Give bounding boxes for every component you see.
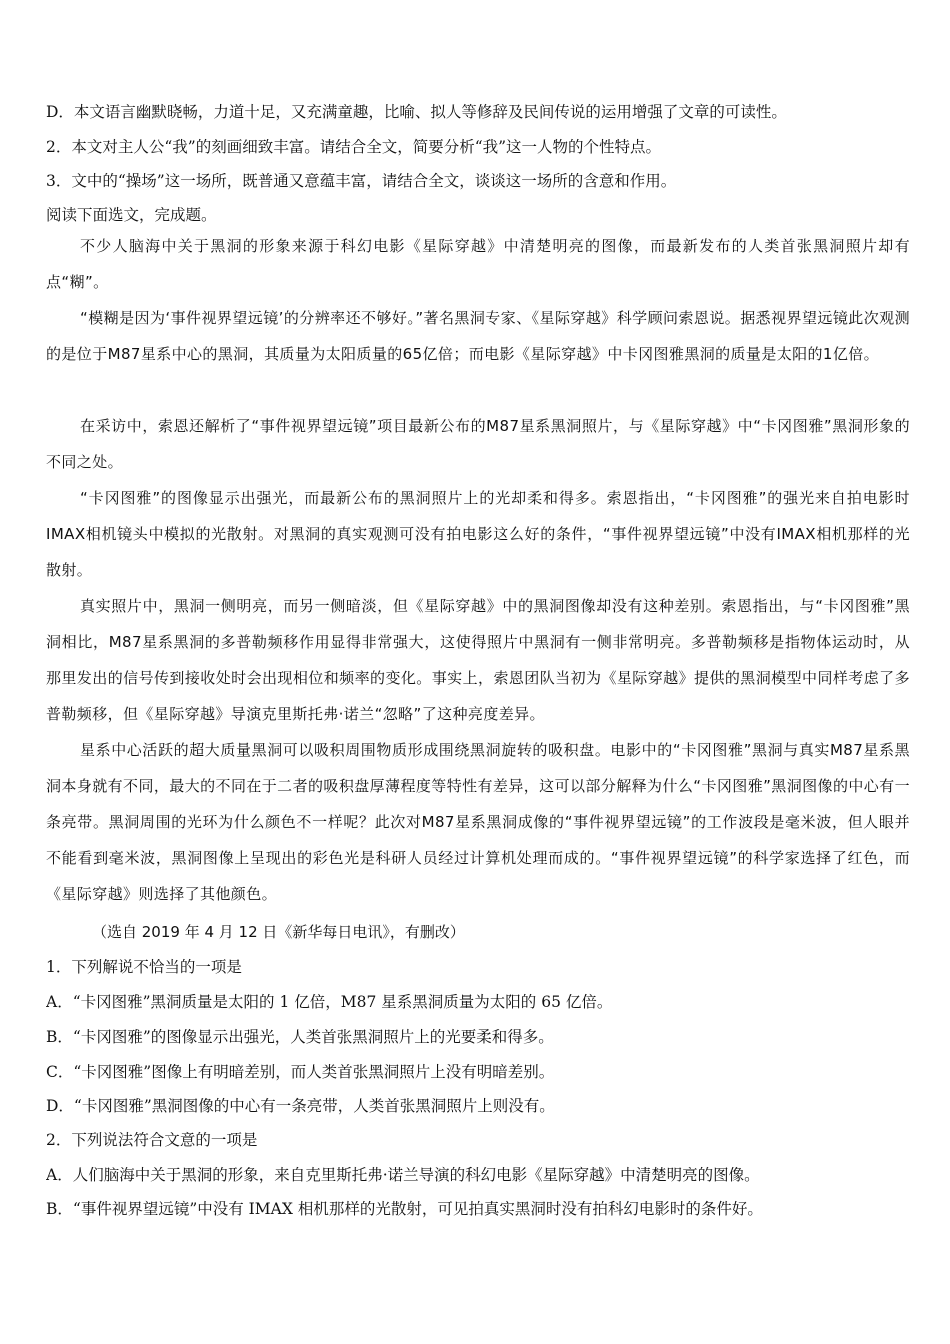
prev-option-d: D．本文语言幽默晓畅，力道十足，又充满童趣，比喻、拟人等修辞及民间传说的运用增强了文章的可读性。 [46,103,787,121]
question-2-stem: 2．下列说法符合文意的一项是 [46,1131,258,1149]
question-1-stem: 1．下列解说不恰当的一项是 [46,958,242,976]
article-source: （选自 2019 年 4 月 12 日《新华每日电讯》，有删改） [92,923,465,941]
article-paragraph: “模糊是因为‘事件视界望远镜’的分辨率还不够好。”著名黑洞专家、《星际穿越》科学顾问索恩说。据悉视界望远镜此次观测的是位于M87星系中心的黑洞，其质量为太阳质量的65亿倍；而电影《星际穿越》中卡冈图雅黑洞的质量是太阳的1亿倍。 [46,309,910,363]
question-2-option-a: A．人们脑海中关于黑洞的形象，来自克里斯托弗·诺兰导演的科幻电影《星际穿越》中清楚明亮的图像。 [46,1166,760,1184]
question-2-option-b: B．“事件视界望远镜”中没有 IMAX 相机那样的光散射，可见拍真实黑洞时没有拍科幻电影时的条件好。 [46,1200,763,1218]
reading-instruction: 阅读下面选文，完成题。 [46,206,217,224]
prev-question-3: 3．文中的“操场”这一场所，既普通又意蕴丰富，请结合全文，谈谈这一场所的含意和作用。 [46,172,677,190]
article-paragraph: 不少人脑海中关于黑洞的形象来源于科幻电影《星际穿越》中清楚明亮的图像，而最新发布的人类首张黑洞照片却有点“糊”。 [46,237,910,291]
question-1-option-b: B．“卡冈图雅”的图像显示出强光，人类首张黑洞照片上的光要柔和得多。 [46,1028,554,1046]
question-1-option-a: A．“卡冈图雅”黑洞质量是太阳的 1 亿倍，M87 星系黑洞质量为太阳的 65 亿倍。 [46,993,613,1011]
article-paragraph: “卡冈图雅”的图像显示出强光，而最新公布的黑洞照片上的光却柔和得多。索恩指出，“卡冈图雅”的强光来自拍电影时IMAX相机镜头中模拟的光散射。对黑洞的真实观测可没有拍电影这么好的条件，“事件视界望远镜”中没有IMAX相机那样的光散射。 [46,489,910,579]
prev-question-2: 2．本文对主人公“我”的刻画细致丰富。请结合全文，简要分析“我”这一人物的个性特点。 [46,138,662,156]
article-paragraph: 星系中心活跃的超大质量黑洞可以吸积周围物质形成围绕黑洞旋转的吸积盘。电影中的“卡冈图雅”黑洞与真实M87星系黑洞本身就有不同，最大的不同在于二者的吸积盘厚薄程度等特性有差异，这可以部分解释为什么“卡冈图雅”黑洞图像的中心有一条亮带。黑洞周围的光环为什么颜色不一样呢？此次对M87星系黑洞成像的“事件视界望远镜”的工作波段是毫米波，但人眼并不能看到毫米波，黑洞图像上呈现出的彩色光是科研人员经过计算机处理而成的。“事件视界望远镜”的科学家选择了红色，而《星际穿越》则选择了其他颜色。 [46,741,910,903]
question-1-option-d: D．“卡冈图雅”黑洞图像的中心有一条亮带，人类首张黑洞照片上则没有。 [46,1097,555,1115]
question-1-option-c: C．“卡冈图雅”图像上有明暗差别，而人类首张黑洞照片上没有明暗差别。 [46,1063,555,1081]
article-paragraph: 真实照片中，黑洞一侧明亮，而另一侧暗淡，但《星际穿越》中的黑洞图像却没有这种差别。索恩指出，与“卡冈图雅”黑洞相比，M87星系黑洞的多普勒频移作用显得非常强大，这使得照片中黑洞有一侧非常明亮。多普勒频移是指物体运动时，从那里发出的信号传到接收处时会出现相位和频率的变化。事实上，索恩团队当初为《星际穿越》提供的黑洞模型中同样考虑了多普勒频移，但《星际穿越》导演克里斯托弗·诺兰“忽略”了这种亮度差异。 [46,597,910,723]
article-paragraph: 在采访中，索恩还解析了“事件视界望远镜”项目最新公布的M87星系黑洞照片，与《星际穿越》中“卡冈图雅”黑洞形象的不同之处。 [46,417,910,471]
